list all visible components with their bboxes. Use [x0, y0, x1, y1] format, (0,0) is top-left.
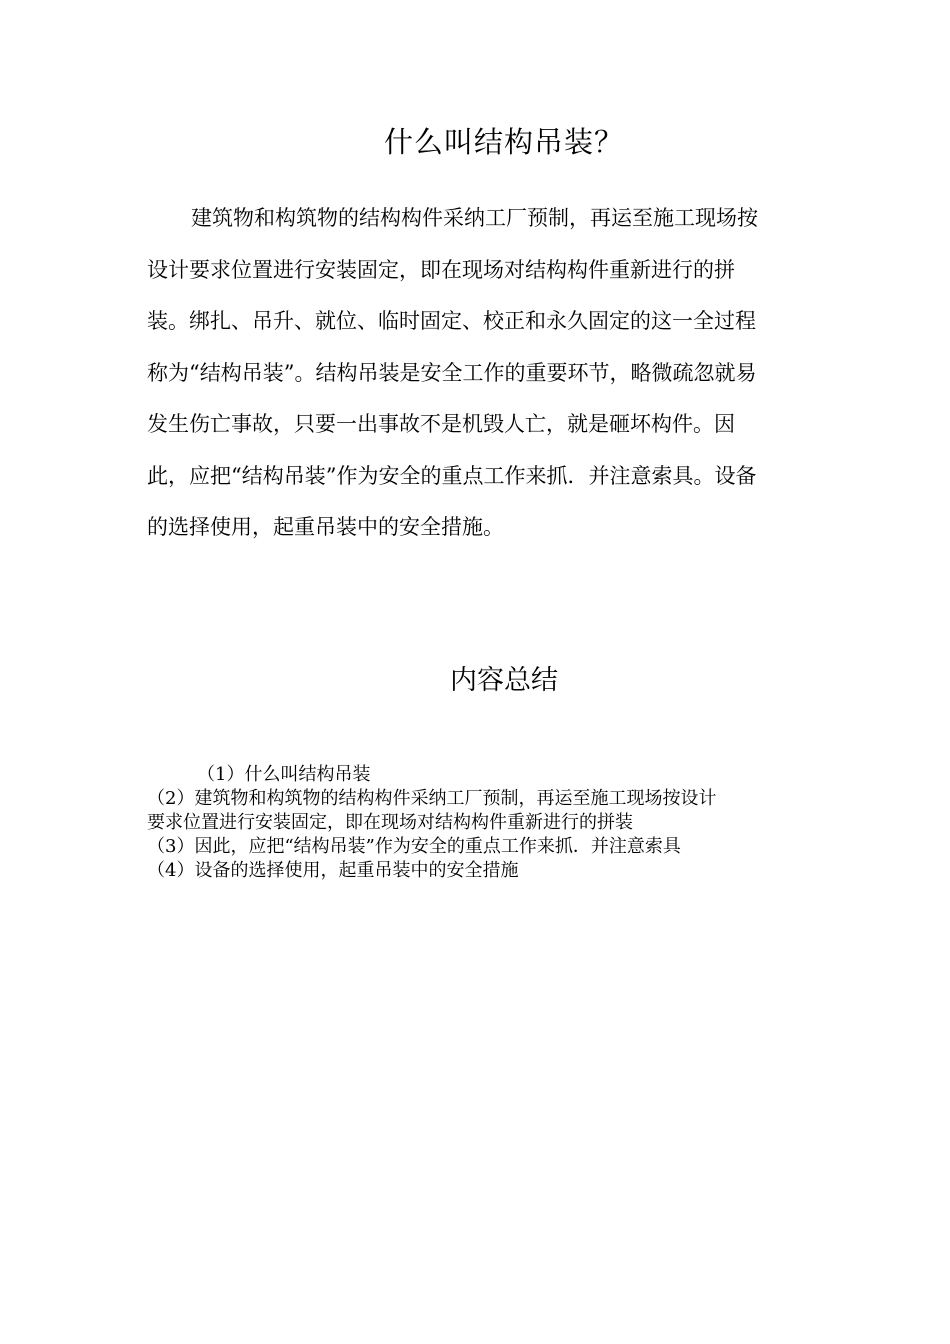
summary-item: （3）因此，应把“结构吊装”作为安全的重点工作来抓．并注意索具 — [147, 836, 681, 857]
summary-item: （4）设备的选择使用，起重吊装中的安全措施 — [147, 860, 519, 881]
summary-item: （1）什么叫结构吊装 — [197, 764, 371, 785]
summary-item: 要求位置进行安装固定，即在现场对结构构件重新进行的拼装 — [147, 812, 633, 833]
summary-heading: 内容总结 — [450, 665, 558, 696]
body-line: 发生伤亡事故，只要一出事故不是机毁人亡，就是砸坏构件。因 — [147, 412, 735, 436]
summary-item: （2）建筑物和构筑物的结构构件采纳工厂预制，再运至施工现场按设计 — [147, 788, 717, 809]
body-paragraph — [147, 193, 807, 554]
body-line: 的选择使用，起重吊装中的安全措施。 — [147, 515, 504, 539]
summary-list — [147, 763, 827, 883]
document-title: 什么叫结构吊装？ — [383, 125, 624, 159]
body-line: 建筑物和构筑物的结构构件采纳工厂预制，再运至施工现场按 — [191, 206, 758, 230]
body-line: 此，应把“结构吊装”作为安全的重点工作来抓．并注意索具。设备 — [147, 463, 757, 488]
body-line: 装。绑扎、吊升、就位、临时固定、校正和永久固定的这一全过程 — [147, 309, 756, 333]
body-line: 称为“结构吊装”。结构吊装是安全工作的重要环节，略微疏忽就易 — [147, 360, 757, 385]
body-line: 设计要求位置进行安装固定，即在现场对结构构件重新进行的拼 — [147, 257, 735, 282]
